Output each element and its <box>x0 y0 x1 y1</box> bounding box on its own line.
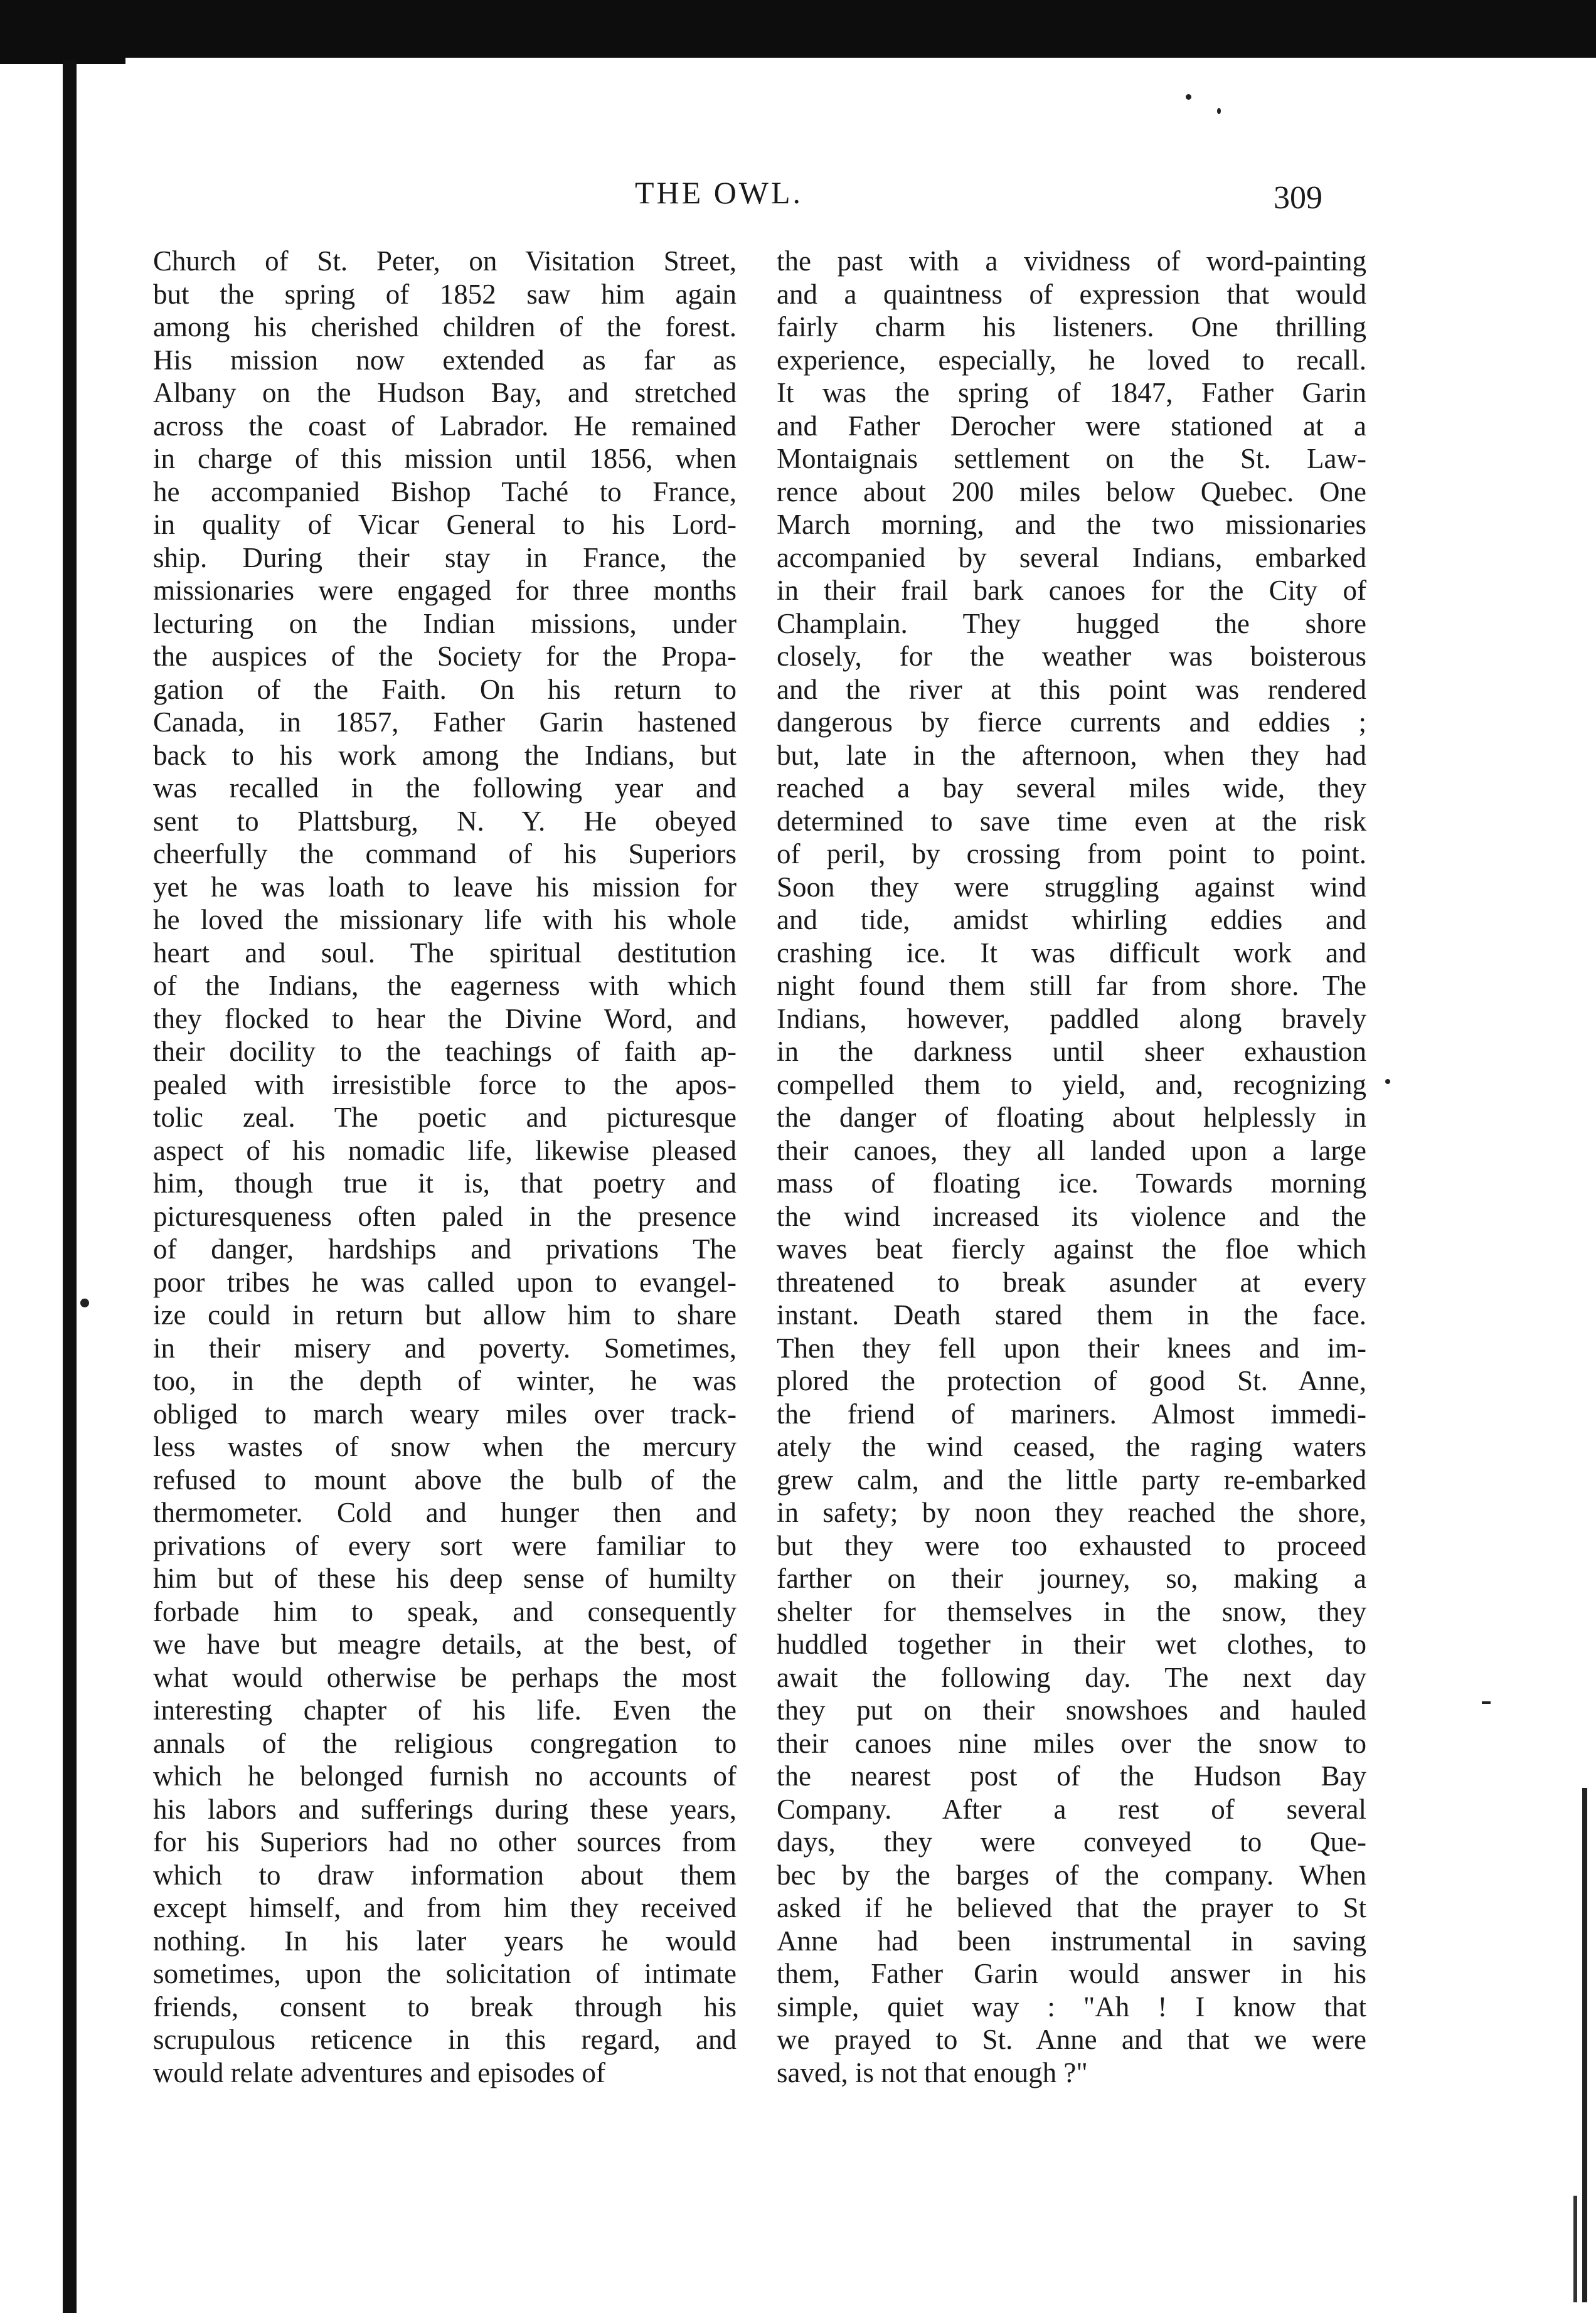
text-line: Then they fell upon their knees and im- <box>777 1332 1366 1364</box>
text-line: except himself, and from him they received <box>153 1892 737 1923</box>
text-line: yet he was loath to leave his mission for <box>153 871 737 903</box>
text-line: they flocked to hear the Divine Word, and <box>153 1002 737 1034</box>
text-line: It was the spring of 1847, Father Garin <box>777 377 1366 408</box>
text-line: instant. Death stared them in the face. <box>777 1299 1366 1331</box>
text-line: missionaries were engaged for three months <box>153 575 737 606</box>
text-line: we prayed to St. Anne and that we were <box>777 2024 1366 2055</box>
right-text-column <box>777 245 1366 2089</box>
text-line: farther on their journey, so, making a <box>777 1563 1366 1594</box>
scan-right-edge-mark <box>1573 2196 1577 2302</box>
text-line: friends, consent to break through his <box>153 1991 737 2023</box>
text-line: and Father Derocher were stationed at a <box>777 410 1366 442</box>
text-line: fairly charm his listeners. One thrilling <box>777 311 1366 343</box>
text-line: for his Superiors had no other sources from <box>153 1826 737 1858</box>
text-line: plored the protection of good St. Anne, <box>777 1365 1366 1396</box>
text-line: simple, quiet way : "Ah ! I know that <box>777 1991 1366 2023</box>
text-line: His mission now extended as far as <box>153 344 737 376</box>
text-line: experience, especially, he loved to recall. <box>777 344 1366 376</box>
text-line: annals of the religious congregation to <box>153 1727 737 1759</box>
text-line: would relate adventures and episodes of <box>153 2056 606 2088</box>
text-line: but the spring of 1852 saw him again <box>153 278 737 310</box>
text-line: threatened to break asunder at every <box>777 1266 1366 1298</box>
text-line: Champlain. They hugged the shore <box>777 607 1366 639</box>
text-line: aspect of his nomadic life, likewise pleased <box>153 1134 737 1166</box>
scan-speck <box>1186 94 1191 100</box>
text-line: which to draw information about them <box>153 1859 737 1891</box>
text-line: he accompanied Bishop Taché to France, <box>153 476 737 508</box>
text-line: huddled together in their wet clothes, to <box>777 1629 1366 1660</box>
text-line: what would otherwise be perhaps the most <box>153 1661 737 1693</box>
text-line: heart and soul. The spiritual destitution <box>153 937 737 969</box>
text-line: ately the wind ceased, the raging waters <box>777 1431 1366 1462</box>
text-line: the past with a vividness of word-painting <box>777 245 1366 277</box>
scan-speck <box>1482 1701 1491 1704</box>
text-line: night found them still far from shore. The <box>777 970 1366 1001</box>
text-line: in safety; by noon they reached the shore, <box>777 1497 1366 1528</box>
scan-speck <box>1385 1079 1390 1084</box>
text-line: forbade him to speak, and consequently <box>153 1595 737 1627</box>
scan-right-edge <box>1582 1788 1587 2302</box>
text-line: March morning, and the two missionaries <box>777 509 1366 540</box>
text-line: Anne had been instrumental in saving <box>777 1925 1366 1957</box>
scan-binding-edge <box>63 60 77 2313</box>
text-line: too, in the depth of winter, he was <box>153 1365 737 1396</box>
text-line: which he belonged furnish no accounts of <box>153 1760 737 1792</box>
text-line: bec by the barges of the company. When <box>777 1859 1366 1891</box>
text-line: dangerous by fierce currents and eddies ; <box>777 706 1366 738</box>
text-line: mass of floating ice. Towards morning <box>777 1167 1366 1199</box>
text-line: the auspices of the Society for the Propa- <box>153 641 737 672</box>
text-line: sent to Plattsburg, N. Y. He obeyed <box>153 805 737 837</box>
text-line: in charge of this mission until 1856, when <box>153 443 737 474</box>
text-line: lecturing on the Indian missions, under <box>153 607 737 639</box>
page-number: 309 <box>1274 180 1322 216</box>
text-line: Church of St. Peter, on Visitation Street, <box>153 245 737 277</box>
text-line: shelter for themselves in the snow, they <box>777 1595 1366 1627</box>
text-line: sometimes, upon the solicitation of intimate <box>153 1958 737 1989</box>
text-line: refused to mount above the bulb of the <box>153 1464 737 1496</box>
text-line: and tide, amidst whirling eddies and <box>777 904 1366 935</box>
text-line: but they were too exhausted to proceed <box>777 1529 1366 1561</box>
text-line: he loved the missionary life with his whole <box>153 904 737 935</box>
text-line: his labors and sufferings during these years, <box>153 1793 737 1825</box>
text-line: we have but meagre details, at the best, of <box>153 1629 737 1660</box>
text-line: interesting chapter of his life. Even the <box>153 1694 737 1726</box>
text-line: less wastes of snow when the mercury <box>153 1431 737 1462</box>
text-line: of the Indians, the eagerness with which <box>153 970 737 1001</box>
text-line: the danger of floating about helplessly in <box>777 1102 1366 1133</box>
text-line: pealed with irresistible force to the apos- <box>153 1068 737 1100</box>
text-line: tolic zeal. The poetic and picturesque <box>153 1102 737 1133</box>
running-title: THE OWL. <box>635 175 804 210</box>
text-line: ize could in return but allow him to share <box>153 1299 737 1331</box>
text-line: ship. During their stay in France, the <box>153 541 737 573</box>
scan-top-border <box>0 0 1596 58</box>
text-line: across the coast of Labrador. He remained <box>153 410 737 442</box>
scan-speck <box>80 1299 89 1307</box>
text-line: waves beat fiercly against the floe which <box>777 1233 1366 1265</box>
text-line: Company. After a rest of several <box>777 1793 1366 1825</box>
text-line: determined to save time even at the risk <box>777 805 1366 837</box>
text-line: scrupulous reticence in this regard, and <box>153 2024 737 2055</box>
text-line: their canoes nine miles over the snow to <box>777 1727 1366 1759</box>
text-line: back to his work among the Indians, but <box>153 739 737 771</box>
text-line: nothing. In his later years he would <box>153 1925 737 1957</box>
text-line: him, though true it is, that poetry and <box>153 1167 737 1199</box>
text-line: await the following day. The next day <box>777 1661 1366 1693</box>
text-line: privations of every sort were familiar to <box>153 1529 737 1561</box>
text-line: their canoes, they all landed upon a large <box>777 1134 1366 1166</box>
text-line: they put on their snowshoes and hauled <box>777 1694 1366 1726</box>
text-line: Indians, however, paddled along bravely <box>777 1002 1366 1034</box>
text-line: and the river at this point was rendered <box>777 673 1366 705</box>
text-line: the friend of mariners. Almost immedi- <box>777 1398 1366 1430</box>
text-line: was recalled in the following year and <box>153 772 737 804</box>
text-line: Montaignais settlement on the St. Law- <box>777 443 1366 474</box>
text-line: cheerfully the command of his Superiors <box>153 838 737 869</box>
text-line: thermometer. Cold and hunger then and <box>153 1497 737 1528</box>
text-line: their docility to the teachings of faith ap- <box>153 1036 737 1067</box>
text-line: days, they were conveyed to Que- <box>777 1826 1366 1858</box>
text-line: closely, for the weather was boisterous <box>777 641 1366 672</box>
text-line: crashing ice. It was difficult work and <box>777 937 1366 969</box>
text-line: in their frail bark canoes for the City of <box>777 575 1366 606</box>
text-line: him but of these his deep sense of humilty <box>153 1563 737 1594</box>
text-line: grew calm, and the little party re-embarked <box>777 1464 1366 1496</box>
text-line: gation of the Faith. On his return to <box>153 673 737 705</box>
text-line: in their misery and poverty. Sometimes, <box>153 1332 737 1364</box>
scan-speck <box>1217 108 1221 114</box>
text-line: them, Father Garin would answer in his <box>777 1958 1366 1989</box>
text-line: among his cherished children of the forest. <box>153 311 737 343</box>
text-line: and a quaintness of expression that would <box>777 278 1366 310</box>
text-line: picturesqueness often paled in the presence <box>153 1200 737 1232</box>
text-line: in the darkness until sheer exhaustion <box>777 1036 1366 1067</box>
text-line: Canada, in 1857, Father Garin hastened <box>153 706 737 738</box>
text-line: of danger, hardships and privations The <box>153 1233 737 1265</box>
text-line: obliged to march weary miles over track- <box>153 1398 737 1430</box>
text-line: accompanied by several Indians, embarked <box>777 541 1366 573</box>
text-line: poor tribes he was called upon to evangel- <box>153 1266 737 1298</box>
left-text-column <box>153 245 737 2089</box>
text-line: the nearest post of the Hudson Bay <box>777 1760 1366 1792</box>
text-line: saved, is not that enough ?" <box>777 2056 1088 2088</box>
text-line: but, late in the afternoon, when they had <box>777 739 1366 771</box>
text-line: rence about 200 miles below Quebec. One <box>777 476 1366 508</box>
text-line: in quality of Vicar General to his Lord- <box>153 509 737 540</box>
text-line: of peril, by crossing from point to point. <box>777 838 1366 869</box>
text-line: asked if he believed that the prayer to St <box>777 1892 1366 1923</box>
text-line: compelled them to yield, and, recognizing <box>777 1068 1366 1100</box>
text-line: Albany on the Hudson Bay, and stretched <box>153 377 737 408</box>
text-line: the wind increased its violence and the <box>777 1200 1366 1232</box>
text-line: reached a bay several miles wide, they <box>777 772 1366 804</box>
text-line: Soon they were struggling against wind <box>777 871 1366 903</box>
